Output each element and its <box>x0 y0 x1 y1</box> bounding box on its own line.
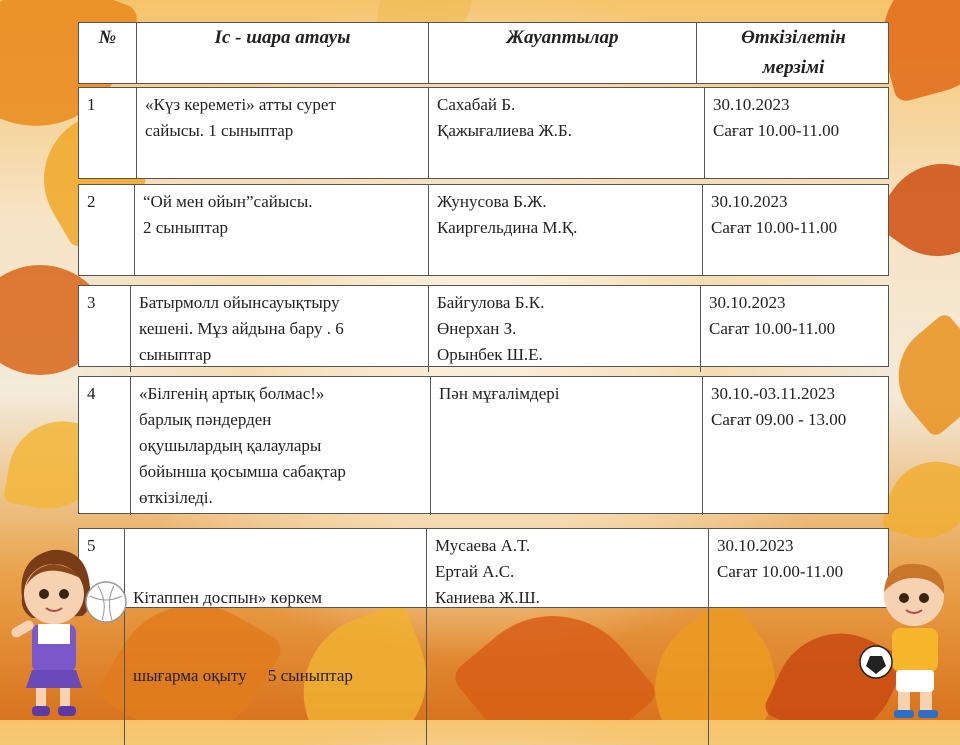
row-number: 2 <box>79 185 135 275</box>
row-date: 30.10.2023 Сағат 10.00-11.00 <box>711 192 838 237</box>
table-header <box>78 22 889 84</box>
row-responsible: Байгулова Б.К. Өнерхан З. Орынбек Ш.Е. <box>429 286 701 372</box>
row-number: 1 <box>79 88 137 178</box>
row-date: 30.10.2023 Сағат 10.00-11.00 <box>717 536 844 581</box>
row-responsible: Пән мұғалімдері <box>431 377 703 515</box>
table-row <box>78 87 889 179</box>
row-number: 4 <box>79 377 131 515</box>
table-row <box>78 285 889 367</box>
row-event: «Күз кереметі» атты сурет сайысы. 1 сыныптар <box>137 88 429 178</box>
header-date: Өткізілетін мерзімі <box>741 27 846 78</box>
girl-with-volleyball-illustration <box>2 538 132 720</box>
header-number: № <box>79 23 137 83</box>
row-responsible: Жунусова Б.Ж. Каиргельдина М.Қ. <box>429 185 703 275</box>
header-responsible: Жауаптылар <box>429 23 697 83</box>
header-event-name: Іс - шара атауы <box>137 23 429 83</box>
row-number: 3 <box>79 286 131 372</box>
row-event: «Білгенің артық болмас!» барлық пәндерден оқушылардың қалаулары бойынша қосымша сабақтар өткізіледі. <box>131 377 431 515</box>
row-event: Батырмолл ойынсауықтыру кешені. Мұз айдына бару . 6 сыныптар <box>131 286 429 372</box>
row-date: 30.10.2023 Сағат 10.00-11.00 <box>713 95 840 140</box>
row-date: 30.10.-03.11.2023 Сағат 09.00 - 13.00 <box>711 384 847 429</box>
row-event: “Ой мен ойын”сайысы. 2 сыныптар <box>135 185 429 275</box>
table-row <box>78 528 889 685</box>
table-row <box>78 184 889 276</box>
boy-with-soccer-ball-illustration <box>856 552 960 720</box>
row-number: 5 <box>79 529 125 745</box>
row-event: Кітаппен доспын» көркем шығарма оқыту 5 сыныптар <box>125 529 427 745</box>
row-responsible: Сахабай Б. Қажығалиева Ж.Б. <box>429 88 705 178</box>
row-responsible: Мусаева А.Т. Ертай А.С. Каниева Ж.Ш. <box>427 529 709 745</box>
row-date: 30.10.2023 Сағат 10.00-11.00 <box>709 293 836 338</box>
table-row <box>78 376 889 514</box>
